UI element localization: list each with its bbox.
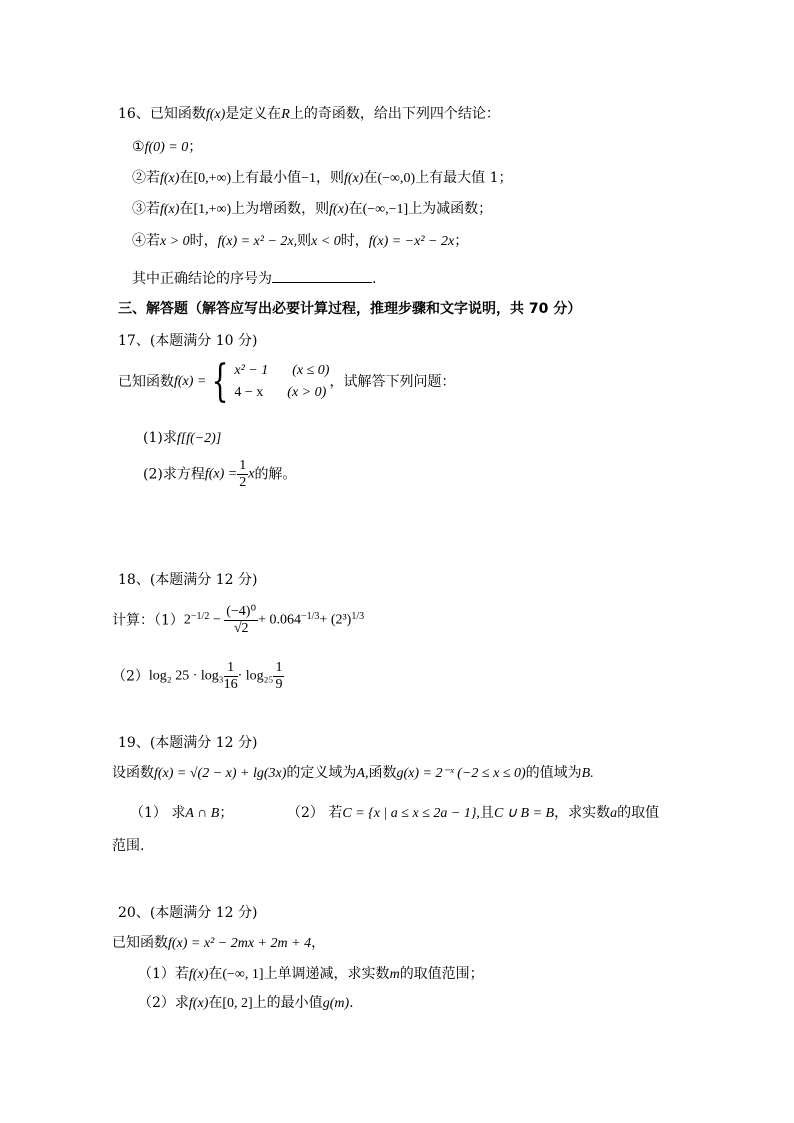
q16-conclusion-3: ③若f(x)在[1,+∞)上为增函数，则f(x)在(−∞,−1]上为减函数； <box>132 201 493 217</box>
fraction-1-9: $\frac{1}{9}$ <box>275 660 283 692</box>
q18-part-2: （2）log₂ 25 · log₃ $\frac{1}{16}$ · log₂₅ $\frac{1}{9}$ <box>112 660 283 692</box>
q17-definition: 已知函数f(x) = { x² − 1 (x ≤ 0) 4 − x (x > 0) ，试解答下列问题： <box>118 356 456 407</box>
q20-title: 20、(本题满分 12 分) <box>118 905 258 921</box>
section-heading: 三、解答题（解答应写出必要计算过程，推理步骤和文字说明，共 70 分） <box>118 301 582 317</box>
q19-part-1: （1） 求A ∩ B； <box>130 805 234 821</box>
q16-answer-line: 其中正确结论的序号为 . <box>132 268 376 289</box>
q19-title: 19、(本题满分 12 分) <box>118 735 258 751</box>
left-brace: { <box>211 356 229 407</box>
q20-part-2: （2）求f(x)在[0, 2]上的最小值g(m). <box>138 995 354 1011</box>
q17-title: 17、(本题满分 10 分) <box>118 333 258 349</box>
q16-conclusion-1: ①f(0) = 0； <box>132 139 203 155</box>
q19-part-2-cont: 范围. <box>112 838 145 854</box>
q16-conclusion-2: ②若f(x)在[0,+∞)上有最小值−1，则f(x)在(−∞,0)上有最大值 1； <box>132 170 513 186</box>
q20-part-1: （1）若f(x)在(−∞, 1]上单调递减，求实数m的取值范围； <box>138 966 484 982</box>
fraction-one-half: $\frac{1}{2}$ <box>239 458 247 490</box>
q20-definition: 已知函数f(x) = x² − 2mx + 2m + 4， <box>112 935 326 951</box>
q19-stem: 设函数f(x) = √(2 − x) + lg(3x)的定义域为A,函数g(x) = 2⁻ˣ (−2 ≤ x ≤ 0)的值域为B. <box>112 765 594 781</box>
q16-stem: 16、已知函数f(x)是定义在R上的奇函数，给出下列四个结论： <box>118 106 500 122</box>
q18-part-1: 计算：$(1)2^{-1/2}$ − $\frac{\text{(−4)⁰}}{√2}$ + $0.064^{-1/3}+ (2^3)^{1/3}$ <box>112 604 365 636</box>
fraction-neg4-over-sqrt2: $\frac{\text{(−4)⁰}}{√2}$ <box>226 604 257 636</box>
q18-title: 18、(本题满分 12 分) <box>118 572 258 588</box>
q19-part-2: （2） 若C = {x | a ≤ x ≤ 2a − 1},且C ∪ B = B，求实数a的取值 <box>287 805 660 821</box>
q17-part-1: (1)求f[f(−2)] <box>143 430 222 446</box>
piecewise-cases: x² − 1 (x ≤ 0) 4 − x (x > 0) <box>234 363 330 400</box>
fraction-1-16: $\frac{1}{16}$ <box>223 660 238 692</box>
q16-conclusion-4: ④若x > 0时，f(x) = x² − 2x,则x < 0时，f(x) = −x² − 2x； <box>132 233 469 249</box>
q17-part-2: (2)求方程f(x) = $\frac{1}{2}$ x的解。 <box>143 458 297 490</box>
answer-blank[interactable] <box>272 268 372 283</box>
